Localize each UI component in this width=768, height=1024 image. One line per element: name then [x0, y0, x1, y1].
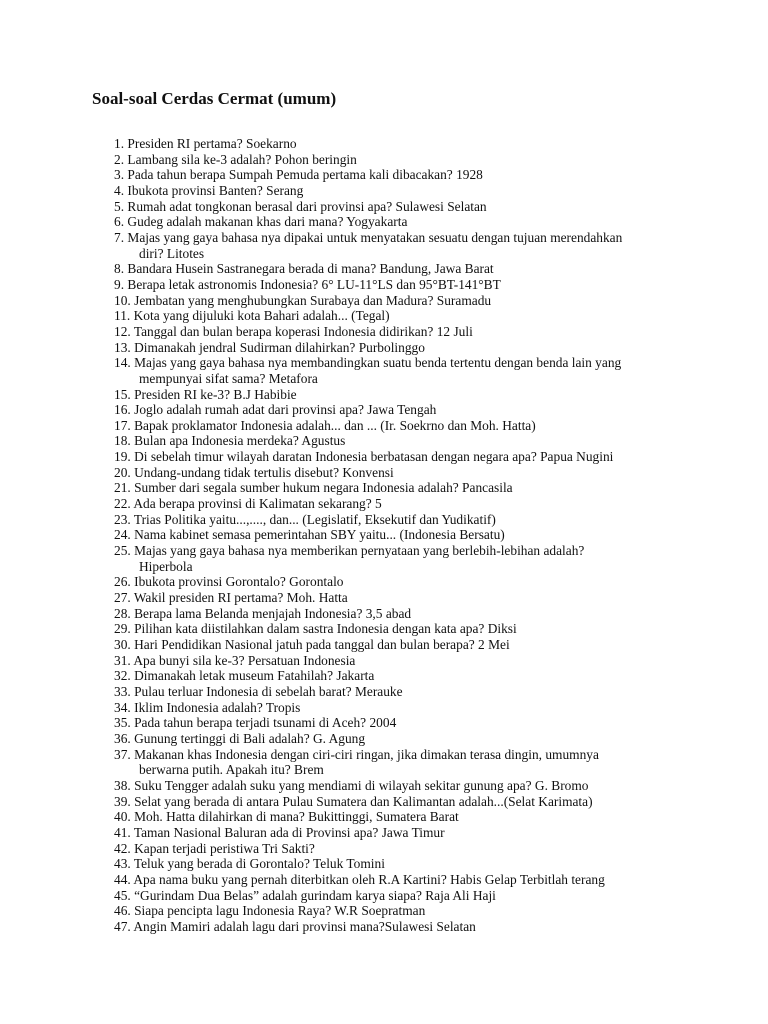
question-line: [114, 637, 714, 653]
question-text: Taman Nasional Baluran ada di Provinsi apa? Jawa Timur: [133, 824, 445, 840]
question-line: [114, 888, 714, 904]
question-item: [114, 387, 714, 403]
question-text: Wakil presiden RI pertama? Moh. Hatta: [133, 590, 348, 606]
question-number: 10.: [114, 292, 131, 308]
question-text: Dimanakah jendral Sudirman dilahirkan? Purbolinggo: [134, 339, 425, 355]
question-number: 28.: [114, 605, 131, 621]
question-text: Dimanakah letak museum Fatahilah? Jakarta: [134, 668, 375, 684]
question-number: 24.: [114, 527, 131, 543]
question-text: Majas yang gaya bahasa nya memberikan pernyataan yang berlebih-lebihan adalah?: [134, 543, 585, 559]
question-number: 19.: [114, 449, 131, 465]
question-item: [114, 856, 714, 872]
question-number: 17.: [114, 417, 131, 433]
question-text: Apa bunyi sila ke-3? Persatuan Indonesia: [133, 652, 356, 668]
question-item: [114, 574, 714, 590]
question-text: Berapa letak astronomis Indonesia? 6° LU-11°LS dan 95°BT-141°BT: [127, 276, 501, 292]
question-text: Selat yang berada di antara Pulau Sumatera dan Kalimantan adalah...(Selat Karimata): [134, 793, 593, 809]
question-item: [114, 731, 714, 747]
question-line: [114, 794, 714, 810]
question-line: [114, 872, 714, 888]
question-number: 2.: [114, 151, 125, 167]
question-text: Kota yang dijuluki kota Bahari adalah... (Tegal): [133, 308, 390, 324]
question-number: 45.: [114, 887, 131, 903]
question-number: 40.: [114, 809, 131, 825]
question-item: [114, 308, 714, 324]
question-number: 42.: [114, 840, 131, 856]
question-text: “Gurindam Dua Belas” adalah gurindam karya siapa? Raja Ali Haji: [134, 887, 496, 903]
question-continuation: mempunyai sifat sama? Metafora: [139, 370, 318, 386]
question-number: 23.: [114, 511, 131, 527]
question-item: [114, 340, 714, 356]
question-text: Bapak proklamator Indonesia adalah... dan ... (Ir. Soekrno dan Moh. Hatta): [134, 417, 536, 433]
question-line: [114, 653, 714, 669]
question-item: [114, 668, 714, 684]
question-text: Di sebelah timur wilayah daratan Indonesia berbatasan dengan negara apa? Papua Nugini: [134, 449, 614, 465]
question-item: [114, 778, 714, 794]
question-line: [114, 747, 714, 763]
question-item: [114, 293, 714, 309]
question-line: [114, 778, 714, 794]
question-line: [114, 590, 714, 606]
question-number: 31.: [114, 652, 131, 668]
question-number: 5.: [114, 198, 125, 214]
question-text: Siapa pencipta lagu Indonesia Raya? W.R Soepratman: [134, 903, 426, 919]
question-item: [114, 903, 714, 919]
question-number: 20.: [114, 464, 131, 480]
question-number: 11.: [114, 308, 131, 324]
question-number: 3.: [114, 167, 125, 183]
question-number: 43.: [114, 856, 131, 872]
question-text: Tanggal dan bulan berapa koperasi Indonesia didirikan? 12 Juli: [133, 323, 473, 339]
question-item: [114, 919, 714, 935]
question-line: [114, 700, 714, 716]
question-line: [114, 355, 714, 371]
question-number: 9.: [114, 276, 125, 292]
question-item: [114, 872, 714, 888]
question-text: Sumber dari segala sumber hukum negara Indonesia adalah? Pancasila: [134, 480, 513, 496]
question-line: [114, 684, 714, 700]
question-line: [114, 402, 714, 418]
question-text: Berapa lama Belanda menjajah Indonesia? 3,5 abad: [134, 605, 412, 621]
question-item: [114, 183, 714, 199]
question-text: Angin Mamiri adalah lagu dari provinsi mana?Sulawesi Selatan: [133, 918, 476, 934]
question-item: [114, 418, 714, 434]
question-line: [114, 606, 714, 622]
question-number: 33.: [114, 683, 131, 699]
question-text: Iklim Indonesia adalah? Tropis: [134, 699, 301, 715]
question-line: [114, 825, 714, 841]
question-text: Moh. Hatta dilahirkan di mana? Bukittinggi, Sumatera Barat: [134, 809, 459, 825]
question-text: Pada tahun berapa terjadi tsunami di Aceh? 2004: [134, 715, 397, 731]
question-item: [114, 465, 714, 481]
question-number: 27.: [114, 590, 131, 606]
question-number: 21.: [114, 480, 131, 496]
question-number: 7.: [114, 229, 125, 245]
question-item: [114, 715, 714, 731]
question-line: [114, 527, 714, 543]
question-text: Majas yang gaya bahasa nya dipakai untuk menyatakan sesuatu dengan tujuan merendahkan: [127, 229, 623, 245]
question-item: [114, 230, 714, 261]
question-line: [114, 418, 714, 434]
question-item: [114, 480, 714, 496]
question-line: [114, 903, 714, 919]
question-text: Kapan terjadi peristiwa Tri Sakti?: [134, 840, 315, 856]
document-title: Soal-soal Cerdas Cermat (umum): [92, 89, 337, 108]
question-line: [114, 841, 714, 857]
question-item: [114, 653, 714, 669]
question-number: 29.: [114, 621, 131, 637]
question-text: Makanan khas Indonesia dengan ciri-ciri ringan, jika dimakan terasa dingin, umumnya: [134, 746, 599, 762]
question-text: Lambang sila ke-3 adalah? Pohon beringin: [127, 151, 357, 167]
question-item: [114, 700, 714, 716]
question-item: [114, 825, 714, 841]
question-number: 25.: [114, 543, 131, 559]
question-item: [114, 324, 714, 340]
question-text: Undang-undang tidak tertulis disebut? Konvensi: [134, 464, 394, 480]
question-item: [114, 527, 714, 543]
question-item: [114, 355, 714, 386]
question-number: 47.: [114, 918, 131, 934]
question-line: [114, 293, 714, 309]
question-continuation: Hiperbola: [139, 558, 193, 574]
question-item: [114, 809, 714, 825]
question-text: Pada tahun berapa Sumpah Pemuda pertama kali dibacakan? 1928: [127, 167, 483, 183]
question-line: [114, 715, 714, 731]
question-line: [114, 543, 714, 559]
question-item: [114, 747, 714, 778]
question-text: Teluk yang berada di Gorontalo? Teluk Tomini: [133, 856, 385, 872]
question-item: [114, 543, 714, 574]
question-item: [114, 136, 714, 152]
question-number: 46.: [114, 903, 131, 919]
question-item: [114, 261, 714, 277]
question-line: [114, 856, 714, 872]
question-text: Hari Pendidikan Nasional jatuh pada tanggal dan bulan berapa? 2 Mei: [134, 637, 510, 652]
question-continuation: berwarna putih. Apakah itu? Brem: [139, 762, 324, 778]
question-list: [114, 136, 714, 934]
question-item: [114, 167, 714, 183]
question-line: [114, 167, 714, 183]
question-number: 6.: [114, 214, 125, 230]
question-text: Suku Tengger adalah suku yang mendiami di wilayah sekitar gunung apa? G. Bromo: [134, 777, 589, 793]
question-line: [114, 809, 714, 825]
question-line: [114, 465, 714, 481]
question-text: Pilihan kata diistilahkan dalam sastra Indonesia dengan kata apa? Diksi: [134, 621, 517, 637]
question-item: [114, 621, 714, 637]
question-text: Bulan apa Indonesia merdeka? Agustus: [134, 433, 346, 449]
question-line: [114, 668, 714, 684]
question-number: 16.: [114, 402, 131, 418]
question-number: 37.: [114, 746, 131, 762]
question-text: Ibukota provinsi Gorontalo? Gorontalo: [134, 574, 344, 590]
question-number: 38.: [114, 777, 131, 793]
question-text: Nama kabinet semasa pemerintahan SBY yaitu... (Indonesia Bersatu): [134, 527, 505, 543]
question-line: [114, 433, 714, 449]
question-text: Apa nama buku yang pernah diterbitkan oleh R.A Kartini? Habis Gelap Terbitlah terang: [133, 871, 605, 887]
question-text: Joglo adalah rumah adat dari provinsi apa? Jawa Tengah: [134, 402, 437, 418]
question-number: 13.: [114, 339, 131, 355]
question-number: 15.: [114, 386, 131, 402]
question-item: [114, 606, 714, 622]
question-line: [114, 512, 714, 528]
question-text: Jembatan yang menghubungkan Surabaya dan Madura? Suramadu: [134, 292, 492, 308]
question-text: Rumah adat tongkonan berasal dari provinsi apa? Sulawesi Selatan: [127, 198, 487, 214]
question-line: [114, 152, 714, 168]
question-item: [114, 199, 714, 215]
question-item: [114, 214, 714, 230]
question-number: 44.: [114, 871, 131, 887]
question-item: [114, 590, 714, 606]
question-item: [114, 512, 714, 528]
question-line: [114, 621, 714, 637]
question-number: 26.: [114, 574, 131, 590]
question-line: [114, 199, 714, 215]
question-number: 35.: [114, 715, 131, 731]
question-number: 8.: [114, 261, 125, 277]
question-text: Ada berapa provinsi di Kalimatan sekarang? 5: [133, 496, 382, 512]
question-number: 14.: [114, 355, 131, 371]
question-line: [114, 183, 714, 199]
question-line: [114, 308, 714, 324]
question-number: 18.: [114, 433, 131, 449]
question-text: Gudeg adalah makanan khas dari mana? Yogyakarta: [127, 214, 408, 230]
question-line: [114, 731, 714, 747]
question-number: 22.: [114, 496, 131, 512]
question-line: [114, 496, 714, 512]
question-number: 39.: [114, 793, 131, 809]
question-line: [114, 230, 714, 246]
question-item: [114, 277, 714, 293]
question-line: [114, 919, 714, 935]
question-line: [114, 277, 714, 293]
question-text: Majas yang gaya bahasa nya membandingkan suatu benda tertentu dengan benda lain yang: [134, 355, 622, 371]
question-line: [114, 387, 714, 403]
question-text: Gunung tertinggi di Bali adalah? G. Agung: [134, 730, 366, 746]
question-text: Presiden RI pertama? Soekarno: [127, 136, 297, 151]
question-number: 32.: [114, 668, 131, 684]
question-text: Presiden RI ke-3? B.J Habibie: [134, 386, 297, 402]
question-continuation: diri? Litotes: [139, 245, 205, 261]
question-text: Bandara Husein Sastranegara berada di mana? Bandung, Jawa Barat: [127, 261, 494, 277]
question-item: [114, 152, 714, 168]
question-number: 4.: [114, 182, 125, 198]
question-line: [114, 449, 714, 465]
question-item: [114, 841, 714, 857]
question-line: [114, 136, 714, 152]
question-line: [114, 324, 714, 340]
question-line: [114, 214, 714, 230]
question-line: [114, 340, 714, 356]
question-item: [114, 449, 714, 465]
question-item: [114, 433, 714, 449]
question-item: [114, 684, 714, 700]
question-line: [114, 574, 714, 590]
question-item: [114, 888, 714, 904]
question-line: [114, 261, 714, 277]
question-line: [114, 480, 714, 496]
question-number: 30.: [114, 637, 131, 652]
question-text: Ibukota provinsi Banten? Serang: [127, 182, 304, 198]
question-number: 12.: [114, 323, 131, 339]
question-number: 36.: [114, 730, 131, 746]
question-item: [114, 637, 714, 653]
question-item: [114, 794, 714, 810]
question-number: 1.: [114, 136, 125, 151]
question-number: 34.: [114, 699, 131, 715]
question-text: Trias Politika yaitu...,...., dan... (Legislatif, Eksekutif dan Yudikatif): [133, 511, 496, 527]
question-text: Pulau terluar Indonesia di sebelah barat? Merauke: [134, 683, 403, 699]
question-number: 41.: [114, 824, 131, 840]
question-item: [114, 402, 714, 418]
question-item: [114, 496, 714, 512]
